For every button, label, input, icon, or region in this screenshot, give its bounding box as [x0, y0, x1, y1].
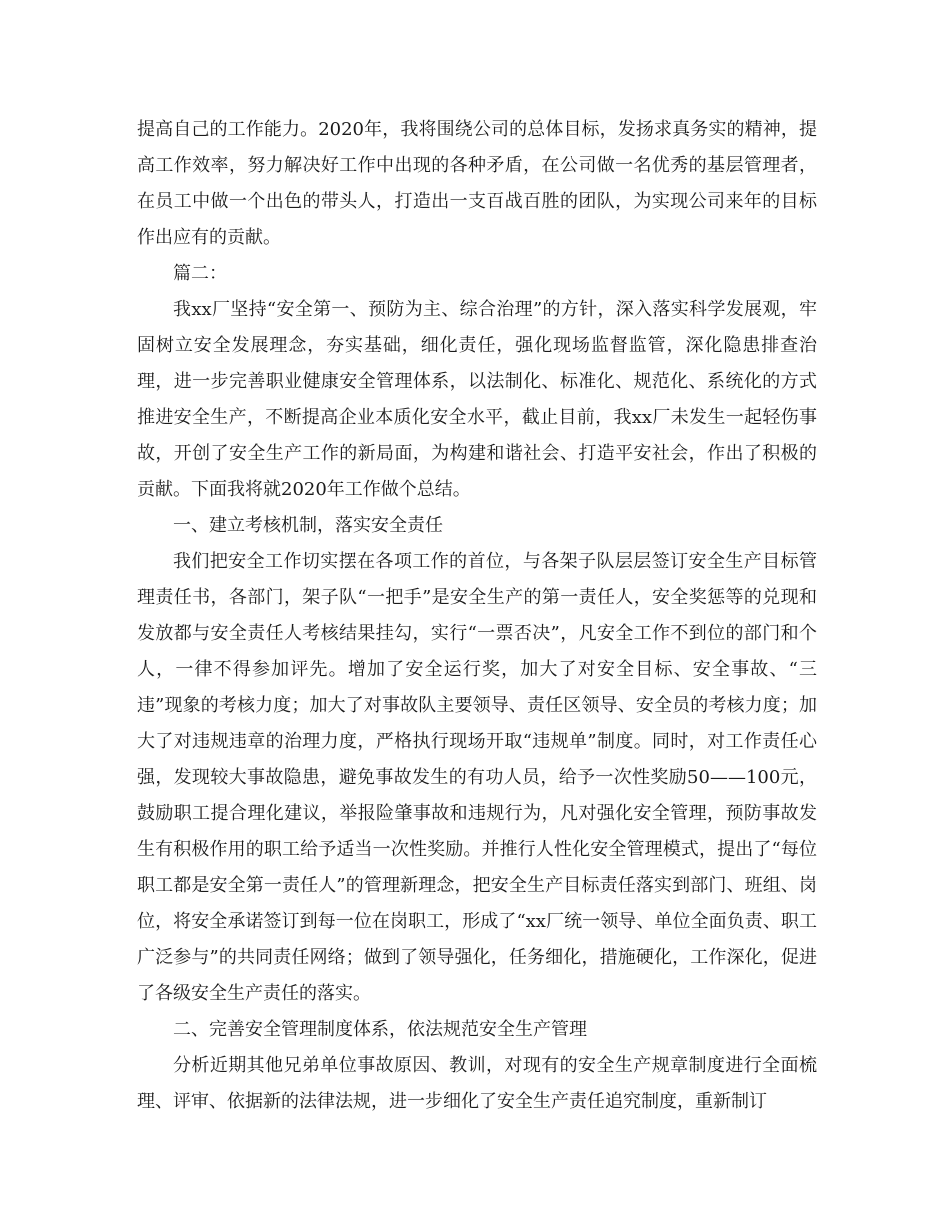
section-heading-1: 一、建立考核机制，落实安全责任	[173, 515, 443, 536]
paragraph-intro: 我xx厂坚持“安全第一、预防为主、综合治理”的方针，深入落实科学发展观，牢固树立安全发展理念，夯实基础，细化责任，强化现场监督监管，深化隐患排查治理，进一步完善职业健康安全管理体系，以法制化、标准化、规范化、系统化的方式推进安全生产，不断提高企业本质化安全水平，截止目前，我xx厂未发生一起轻伤事故，开创了安全生产工作的新局面，为构建和谐社会、打造平安社会，作出了积极的贡献。下面我将就2020年工作做个总结。	[137, 299, 817, 500]
document-body	[137, 112, 817, 1120]
section-heading-2: 二、完善安全管理制度体系，依法规范安全生产管理	[173, 1019, 587, 1040]
paragraph-1: 提高自己的工作能力。2020年，我将围绕公司的总体目标，发扬求真务实的精神，提高工作效率，努力解决好工作中出现的各种矛盾，在公司做一名优秀的基层管理者，在员工中做一个出色的带头人，打造出一支百战百胜的团队，为实现公司来年的目标作出应有的贡献。	[137, 119, 817, 248]
paragraph-section-2: 分析近期其他兄弟单位事故原因、教训，对现有的安全生产规章制度进行全面梳理、评审、依据新的法律法规，进一步细化了安全生产责任追究制度，重新制订	[137, 1055, 817, 1112]
section-heading-part-two: 篇二：	[173, 263, 227, 284]
paragraph-section-1: 我们把安全工作切实摆在各项工作的首位，与各架子队层层签订安全生产目标管理责任书，各部门，架子队“一把手”是安全生产的第一责任人，安全奖惩等的兑现和发放都与安全责任人考核结果挂勾，实行“一票否决”，凡安全工作不到位的部门和个人，一律不得参加评先。增加了安全运行奖，加大了对安全目标、安全事故、“三违”现象的考核力度；加大了对事故队主要领导、责任区领导、安全员的考核力度；加大了对违规违章的治理力度，严格执行现场开取“违规单”制度。同时，对工作责任心强，发现较大事故隐患，避免事故发生的有功人员，给予一次性奖励50——100元，鼓励职工提合理化建议，举报险肇事故和违规行为，凡对强化安全管理，预防事故发生有积极作用的职工给予适当一次性奖励。并推行人性化安全管理模式，提出了“每位职工都是安全第一责任人”的管理新理念，把安全生产目标责任落实到部门、班组、岗位，将安全承诺签订到每一位在岗职工，形成了“xx厂统一领导、单位全面负责、职工广泛参与”的共同责任网络；做到了领导强化，任务细化，措施硬化，工作深化，促进了各级安全生产责任的落实。	[137, 551, 817, 1004]
